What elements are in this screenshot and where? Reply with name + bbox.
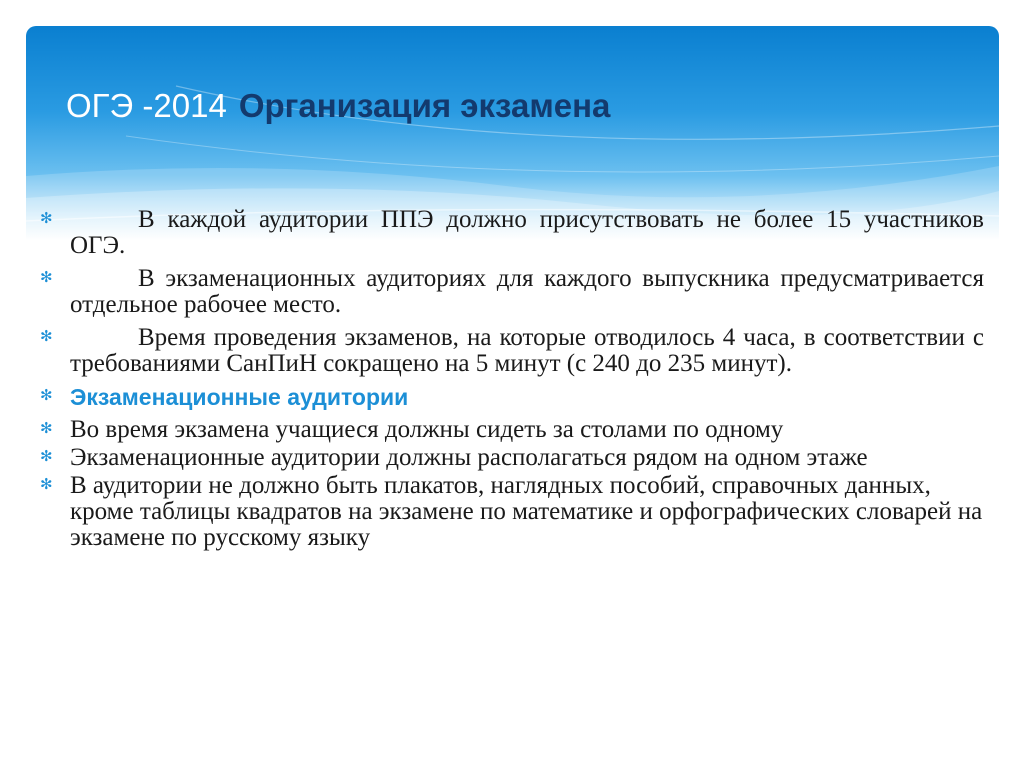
title-main: Организация экзамена — [238, 87, 611, 124]
bullet-icon: ✻ — [40, 268, 53, 286]
list-item-text: Во время экзамена учащиеся должны сидеть за столами по одному — [70, 416, 784, 443]
list-item — [40, 473, 984, 551]
list-item — [40, 384, 984, 410]
list-item-text: В каждой аудитории ППЭ должно присутствовать не более 15 участников ОГЭ. — [70, 206, 984, 259]
list-item-text: Время проведения экзаменов, на которые отводилось 4 часа, в соответствии с требованиями СанПиН сокращено на 5 минут (с 240 до 235 минут). — [70, 324, 984, 377]
slide-title — [66, 84, 610, 128]
title-prefix: ОГЭ -2014 — [66, 87, 227, 124]
list-item — [40, 445, 984, 471]
list-item-text: В экзаменационных аудиториях для каждого выпускника предусматривается отдельное рабочее место. — [70, 265, 984, 318]
bullet-icon: ✻ — [40, 386, 53, 404]
list-item-text: Экзаменационные аудитории должны располагаться рядом на одном этаже — [70, 444, 868, 471]
list-item — [40, 207, 984, 259]
bullet-icon: ✻ — [40, 447, 53, 465]
bullet-icon: ✻ — [40, 327, 53, 345]
bullet-icon: ✻ — [40, 209, 53, 227]
list-item — [40, 266, 984, 318]
bullet-icon: ✻ — [40, 475, 53, 493]
list-item — [40, 417, 984, 443]
section-heading: Экзаменационные аудитории — [70, 384, 409, 410]
bullet-icon: ✻ — [40, 419, 53, 437]
bullet-list — [40, 207, 984, 558]
list-item — [40, 325, 984, 377]
list-item-text: В аудитории не должно быть плакатов, наглядных пособий, справочных данных, кроме таблицы квадратов на экзамене по математике и орфографических словарей на экзамене по русскому языку — [70, 472, 983, 551]
